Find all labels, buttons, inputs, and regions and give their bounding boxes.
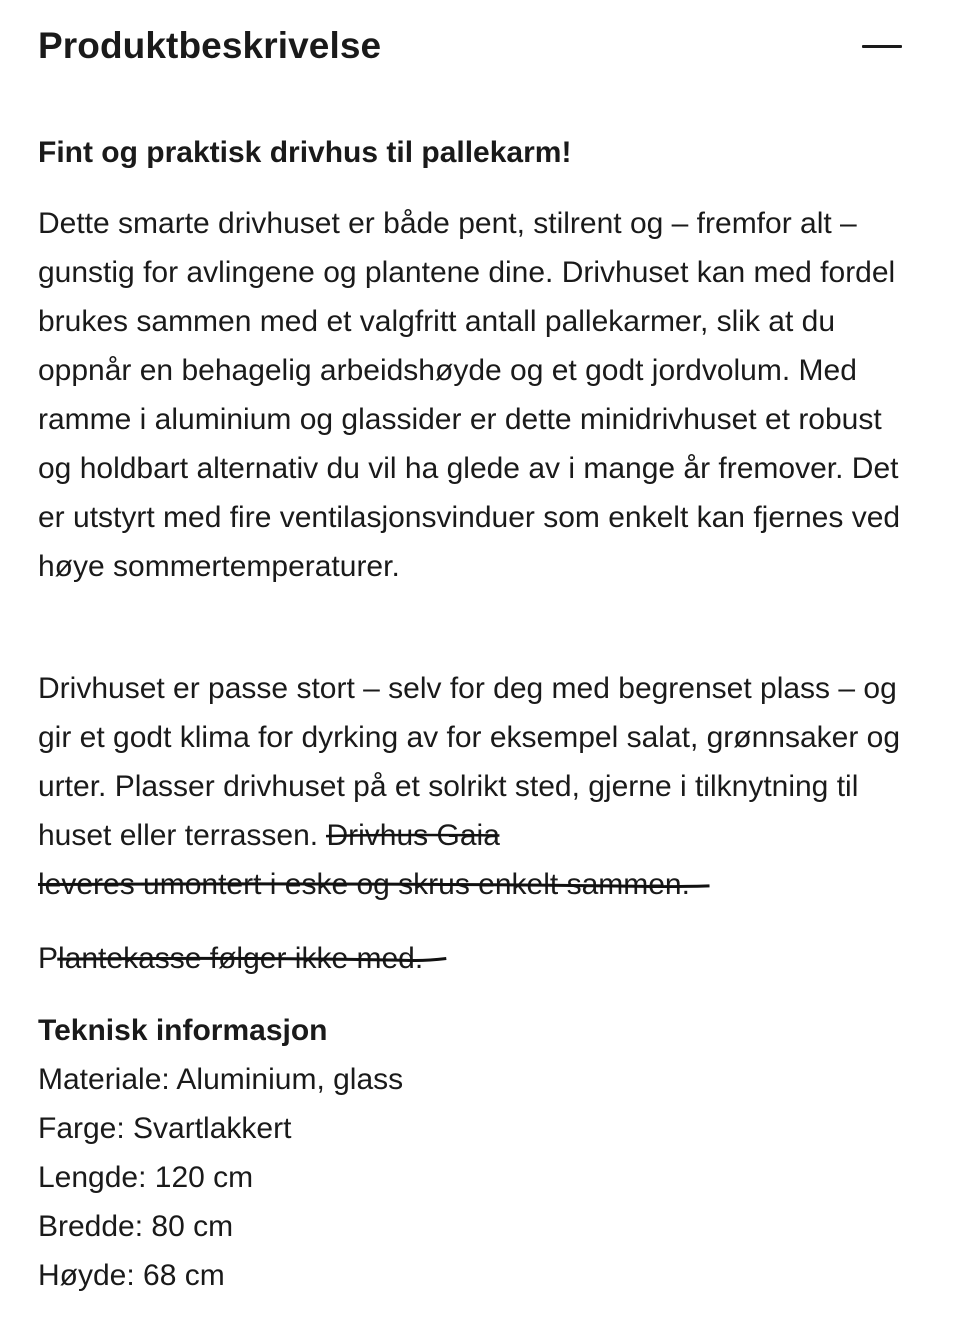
spec-material: Materiale: Aluminium, glass [38, 1063, 404, 1096]
struck-text-drivhus-gaia: Drivhus Gaia [326, 819, 500, 852]
struck-text-leveres: leveres umontert i eske og skrus enkelt sammen. [38, 868, 690, 901]
spec-height: Høyde: 68 cm [38, 1259, 225, 1292]
technical-info-heading: Teknisk informasjon [38, 1014, 328, 1047]
struck-text-plantekasse: Plantekasse følger ikke med. [38, 942, 423, 975]
spec-length: Lengde: 120 cm [38, 1161, 254, 1194]
description-paragraph-3 [38, 934, 922, 983]
paragraph-2-text: Drivhuset er passe stort – selv for deg med begrenset plass – og gir et godt klima for dyrking av for eksempel salat, grønnsaker og urter. Plasser drivhuset på et solrikt sted, gjerne i tilknytning til huset eller terrassen. [38, 672, 901, 852]
product-description-section [38, 0, 922, 1292]
spec-width: Bredde: 80 cm [38, 1210, 234, 1243]
section-header[interactable] [38, 0, 922, 96]
technical-info [38, 1006, 922, 1300]
minus-icon [862, 45, 902, 48]
collapse-button[interactable] [862, 30, 906, 62]
lead-heading: Fint og praktisk drivhus til pallekarm! [38, 136, 572, 169]
section-title: Produktbeskrivelse [38, 25, 382, 66]
description-paragraph-1: Dette smarte drivhuset er både pent, stilrent og – fremfor alt – gunstig for avlingene og plantene dine. Drivhuset kan med fordel brukes sammen med et valgfritt antall pallekarmer, slik at du oppnår en behagelig arbeidshøyde og et godt jordvolum. Med ramme i aluminium og glassider er dette minidrivhuset et robust og holdbart alternativ du vil ha glede av i mange år fremover. Det er utstyrt med fire ventilasjonsvinduer som enkelt kan fjernes ved høye sommertemperaturer. [38, 207, 901, 583]
description-paragraph-2 [38, 664, 922, 909]
spec-color: Farge: Svartlakkert [38, 1112, 292, 1145]
